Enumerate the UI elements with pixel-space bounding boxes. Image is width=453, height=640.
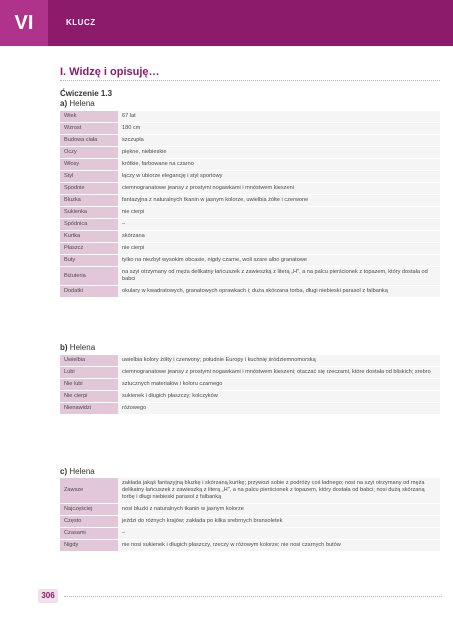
table-row — [60, 195, 440, 206]
row-key: Oczy — [60, 147, 118, 158]
header-label: KLUCZ — [66, 18, 96, 27]
section-divider — [60, 80, 440, 81]
part-b-label: b) Helena — [60, 343, 96, 352]
row-key: Zawsze — [60, 478, 118, 503]
part-a-label: a) Helena — [60, 99, 95, 108]
row-value: zakłada jakąś fantazyjną bluzkę i skórzaną kurtkę; przywozi sobie z podróży coś ładnego; nosi na szyi otrzymany od męża delikatny łańcuszek z zawieszką z literą „H", a na palcu pierścionek z topazem, który dostała od babci; nosi dużą skórzaną torbę i długi niebieski parasol z falbanką — [118, 478, 440, 503]
table-row — [60, 111, 440, 122]
row-value: piękne, niebieskie — [118, 147, 440, 158]
row-value: ciemnogranatowe jeansy z prostymi nogawkami i mnóstwem kieszeni — [118, 183, 440, 194]
row-key: Uwielbia — [60, 355, 118, 366]
table-row — [60, 355, 440, 366]
table-row — [60, 147, 440, 158]
row-key: Bluzka — [60, 195, 118, 206]
row-key: Buty — [60, 255, 118, 266]
row-key: Czasami — [60, 528, 118, 539]
table-row — [60, 159, 440, 170]
row-key: Często — [60, 516, 118, 527]
table-row — [60, 403, 440, 414]
page-number: 306 — [38, 589, 58, 603]
table-row — [60, 171, 440, 182]
row-key: Kurtka — [60, 231, 118, 242]
chapter-number: VI — [14, 12, 34, 34]
row-key: Płaszcz — [60, 243, 118, 254]
row-key: Nigdy — [60, 540, 118, 551]
row-key: Nie lubi — [60, 379, 118, 390]
table-row — [60, 367, 440, 378]
footer-divider — [64, 596, 442, 597]
table-row — [60, 135, 440, 146]
row-key: Biżuteria — [60, 267, 118, 285]
row-value: uwielbia kolory żółty i czerwony; południe Europy i kuchnię śródziemnomorską — [118, 355, 440, 366]
row-value: – — [118, 528, 440, 539]
table-row — [60, 391, 440, 402]
table-part-c — [60, 477, 440, 552]
header-bar — [48, 0, 453, 46]
table-part-b — [60, 354, 440, 415]
row-value: 67 lat — [118, 111, 440, 122]
section-title: I. Widzę i opisuję… — [60, 66, 160, 78]
row-value: ciemnogranatowe jeansy z prostymi nogawkami i mnóstwem kieszeni; otaczać się rzeczami, które dostała od bliskich; srebro — [118, 367, 440, 378]
row-value: szczupła — [118, 135, 440, 146]
part-c-label: c) Helena — [60, 467, 95, 476]
table-row — [60, 183, 440, 194]
row-key: Nienawidzi — [60, 403, 118, 414]
row-value: nie cierpi — [118, 243, 440, 254]
row-value: okulary w kwadratowych, granatowych oprawkach i; duża skórzana torba, długi niebieski parasol z falbanką — [118, 286, 440, 297]
table-row — [60, 379, 440, 390]
row-key: Wiek — [60, 111, 118, 122]
table-row — [60, 286, 440, 297]
table-row — [60, 255, 440, 266]
chapter-tab — [0, 0, 48, 46]
row-value: tylko na niezbyt wysokim obcasie, nigdy czarne, woli szare albo granatowe — [118, 255, 440, 266]
table-row — [60, 540, 440, 551]
row-value: nie nosi sukienek i długich płaszczy, rzeczy w różowym kolorze; nie nosi czarnych butów — [118, 540, 440, 551]
row-value: 180 cm — [118, 123, 440, 134]
table-row — [60, 504, 440, 515]
row-value: jeździ do różnych krajów; zakłada po kilka srebrnych bransoletek — [118, 516, 440, 527]
table-row — [60, 528, 440, 539]
exercise-title: Ćwiczenie 1.3 — [60, 89, 113, 98]
row-value: nosi bluzki z naturalnych tkanin w jasnym kolorze — [118, 504, 440, 515]
row-key: Sukienka — [60, 207, 118, 218]
row-value: – — [118, 219, 440, 230]
table-row — [60, 207, 440, 218]
row-value: fantazyjna z naturalnych tkanin w jasnym kolorze, uwielbia żółte i czerwone — [118, 195, 440, 206]
row-value: na szyi otrzymany od męża delikatny łańcuszek z zawieszką z literą „H", a na palcu pierścionek z topazem, który dostała od babci — [118, 267, 440, 285]
row-key: Najczęściej — [60, 504, 118, 515]
row-key: Nie cierpi — [60, 391, 118, 402]
row-value: sztucznych materiałów i koloru czarnego — [118, 379, 440, 390]
row-key: Włosy — [60, 159, 118, 170]
row-value: sukienek i długich płaszczy; kolczyków — [118, 391, 440, 402]
table-row — [60, 516, 440, 527]
row-key: Lubi — [60, 367, 118, 378]
row-key: Spódnica — [60, 219, 118, 230]
row-value: łączy w ubiorze elegancję i styl sportowy — [118, 171, 440, 182]
row-key: Spodnie — [60, 183, 118, 194]
table-row — [60, 267, 440, 285]
row-value: krótkie, farbowane na czarno — [118, 159, 440, 170]
table-row — [60, 219, 440, 230]
table-row — [60, 123, 440, 134]
table-row — [60, 478, 440, 503]
row-value: różowego — [118, 403, 440, 414]
table-row — [60, 243, 440, 254]
row-key: Dodatki — [60, 286, 118, 297]
row-value: skórzana — [118, 231, 440, 242]
row-key: Budowa ciała — [60, 135, 118, 146]
row-key: Styl — [60, 171, 118, 182]
table-row — [60, 231, 440, 242]
row-value: nie cierpi — [118, 207, 440, 218]
row-key: Wzrost — [60, 123, 118, 134]
table-part-a — [60, 110, 440, 298]
